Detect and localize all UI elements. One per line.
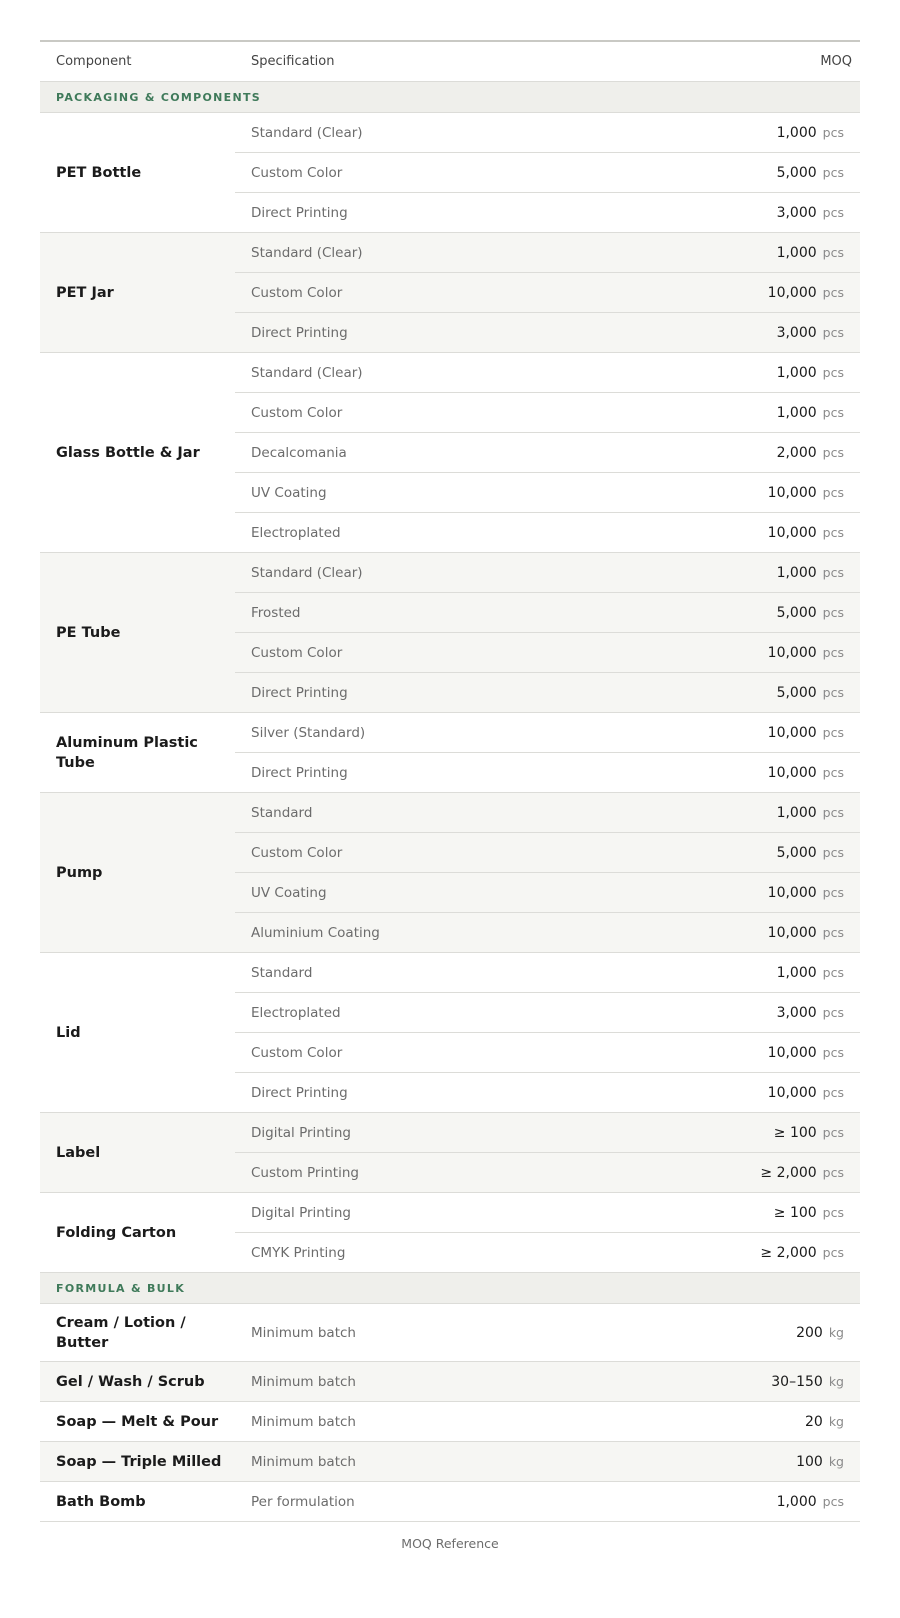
moq-quantity: ≥ 100 (773, 1124, 817, 1141)
moq-cell (635, 873, 860, 913)
moq-quantity: 10,000 (767, 924, 817, 941)
header-moq: MOQ (635, 41, 860, 82)
moq-quantity: 5,000 (776, 604, 817, 621)
moq-cell (635, 593, 860, 633)
moq-cell (635, 633, 860, 673)
moq-unit: pcs (822, 1044, 844, 1060)
moq-quantity: 10,000 (767, 1044, 817, 1061)
specification-cell: Direct Printing (235, 193, 635, 233)
moq-cell (635, 513, 860, 553)
specification-cell: Per formulation (235, 1482, 635, 1522)
moq-unit: pcs (822, 1124, 844, 1140)
moq-unit: pcs (822, 364, 844, 380)
component-name: Folding Carton (40, 1193, 235, 1273)
component-name: Soap — Triple Milled (40, 1442, 235, 1482)
specification-cell: Digital Printing (235, 1193, 635, 1233)
moq-cell (635, 313, 860, 353)
component-group (40, 953, 860, 1113)
table-row (40, 1304, 860, 1362)
table-row (40, 1113, 860, 1153)
moq-cell (635, 193, 860, 233)
moq-table-container (40, 40, 860, 1551)
table-row (40, 713, 860, 753)
specification-cell: Standard (Clear) (235, 353, 635, 393)
moq-unit: pcs (822, 484, 844, 500)
moq-unit: kg (828, 1453, 844, 1469)
moq-quantity: 3,000 (776, 204, 817, 221)
table-row (40, 113, 860, 153)
moq-cell (635, 153, 860, 193)
moq-unit: pcs (822, 924, 844, 940)
component-group (40, 353, 860, 553)
specification-cell: Minimum batch (235, 1362, 635, 1402)
moq-unit: kg (828, 1324, 844, 1340)
component-name: Gel / Wash / Scrub (40, 1362, 235, 1402)
formula-rows (40, 1304, 860, 1522)
moq-quantity: ≥ 2,000 (760, 1164, 817, 1181)
table-row (40, 793, 860, 833)
specification-cell: Custom Color (235, 833, 635, 873)
moq-quantity: 10,000 (767, 764, 817, 781)
moq-unit: pcs (822, 604, 844, 620)
specification-cell: Standard (Clear) (235, 233, 635, 273)
component-name: Glass Bottle & Jar (40, 353, 235, 553)
header-component: Component (40, 41, 235, 82)
specification-cell: Direct Printing (235, 753, 635, 793)
header-specification: Specification (235, 41, 635, 82)
table-row (40, 953, 860, 993)
section-formula (40, 1273, 860, 1304)
section-header-row (40, 1273, 860, 1304)
moq-unit: pcs (822, 644, 844, 660)
moq-table (40, 40, 860, 1522)
moq-quantity: 10,000 (767, 724, 817, 741)
moq-quantity: 1,000 (776, 404, 817, 421)
moq-unit: pcs (822, 564, 844, 580)
table-row (40, 353, 860, 393)
moq-unit: pcs (822, 844, 844, 860)
specification-cell: Electroplated (235, 513, 635, 553)
specification-cell: Custom Printing (235, 1153, 635, 1193)
moq-quantity: 10,000 (767, 644, 817, 661)
component-group (40, 1193, 860, 1273)
moq-unit: pcs (822, 204, 844, 220)
specification-cell: Standard (Clear) (235, 113, 635, 153)
component-name: Label (40, 1113, 235, 1193)
moq-cell (635, 1073, 860, 1113)
moq-unit: pcs (822, 124, 844, 140)
section-title-formula: FORMULA & BULK (40, 1273, 860, 1304)
component-name: Cream / Lotion / Butter (40, 1304, 235, 1362)
specification-cell: Digital Printing (235, 1113, 635, 1153)
moq-quantity: 3,000 (776, 1004, 817, 1021)
moq-cell (635, 1482, 860, 1522)
moq-quantity: 10,000 (767, 284, 817, 301)
component-name: PET Jar (40, 233, 235, 353)
moq-cell (635, 273, 860, 313)
moq-cell (635, 1113, 860, 1153)
component-name: PE Tube (40, 553, 235, 713)
moq-cell (635, 353, 860, 393)
specification-cell: Minimum batch (235, 1304, 635, 1362)
moq-quantity: ≥ 100 (773, 1204, 817, 1221)
moq-unit: pcs (822, 804, 844, 820)
moq-cell (635, 1033, 860, 1073)
specification-cell: Minimum batch (235, 1402, 635, 1442)
moq-unit: pcs (822, 1204, 844, 1220)
specification-cell: Direct Printing (235, 673, 635, 713)
moq-cell (635, 473, 860, 513)
component-name: PET Bottle (40, 113, 235, 233)
moq-unit: pcs (822, 884, 844, 900)
moq-cell (635, 433, 860, 473)
table-row (40, 233, 860, 273)
moq-quantity: 10,000 (767, 884, 817, 901)
specification-cell: Standard (Clear) (235, 553, 635, 593)
moq-unit: pcs (822, 964, 844, 980)
specification-cell: Frosted (235, 593, 635, 633)
moq-cell (635, 393, 860, 433)
table-row (40, 1442, 860, 1482)
specification-cell: Aluminium Coating (235, 913, 635, 953)
moq-quantity: 1,000 (776, 804, 817, 821)
moq-unit: pcs (822, 684, 844, 700)
moq-cell (635, 1233, 860, 1273)
specification-cell: Custom Color (235, 273, 635, 313)
moq-quantity: 2,000 (776, 444, 817, 461)
table-row (40, 1193, 860, 1233)
moq-quantity: 100 (796, 1453, 823, 1470)
moq-quantity: 1,000 (776, 964, 817, 981)
specification-cell: Electroplated (235, 993, 635, 1033)
specification-cell: Custom Color (235, 1033, 635, 1073)
moq-unit: pcs (822, 764, 844, 780)
moq-cell (635, 553, 860, 593)
specification-cell: Custom Color (235, 633, 635, 673)
moq-quantity: 1,000 (776, 364, 817, 381)
component-name: Pump (40, 793, 235, 953)
moq-quantity: 1,000 (776, 244, 817, 261)
specification-cell: CMYK Printing (235, 1233, 635, 1273)
specification-cell: Custom Color (235, 393, 635, 433)
moq-cell (635, 913, 860, 953)
table-row (40, 1402, 860, 1442)
moq-cell (635, 1153, 860, 1193)
component-name: Aluminum Plastic Tube (40, 713, 235, 793)
specification-cell: Direct Printing (235, 1073, 635, 1113)
component-group (40, 793, 860, 953)
moq-unit: pcs (822, 724, 844, 740)
moq-cell (635, 793, 860, 833)
specification-cell: UV Coating (235, 873, 635, 913)
moq-cell (635, 753, 860, 793)
moq-cell (635, 233, 860, 273)
moq-quantity: 1,000 (776, 1493, 817, 1510)
moq-cell (635, 713, 860, 753)
moq-quantity: 3,000 (776, 324, 817, 341)
moq-unit: pcs (822, 1164, 844, 1180)
table-row (40, 1362, 860, 1402)
moq-cell (635, 113, 860, 153)
specification-cell: Custom Color (235, 153, 635, 193)
component-group (40, 1113, 860, 1193)
moq-unit: pcs (822, 1244, 844, 1260)
component-group (40, 713, 860, 793)
moq-quantity: 200 (796, 1324, 823, 1341)
moq-cell (635, 833, 860, 873)
moq-cell (635, 953, 860, 993)
component-name: Soap — Melt & Pour (40, 1402, 235, 1442)
moq-quantity: 1,000 (776, 564, 817, 581)
moq-quantity: 10,000 (767, 524, 817, 541)
specification-cell: Silver (Standard) (235, 713, 635, 753)
moq-quantity: 5,000 (776, 684, 817, 701)
section-title-packaging: PACKAGING & COMPONENTS (40, 82, 860, 113)
moq-unit: pcs (822, 404, 844, 420)
moq-quantity: 10,000 (767, 1084, 817, 1101)
moq-unit: kg (828, 1373, 844, 1389)
moq-quantity: ≥ 2,000 (760, 1244, 817, 1261)
moq-quantity: 20 (804, 1413, 823, 1430)
component-group (40, 113, 860, 233)
specification-cell: Direct Printing (235, 313, 635, 353)
moq-cell (635, 1304, 860, 1362)
component-group (40, 233, 860, 353)
moq-cell (635, 1402, 860, 1442)
table-row (40, 1482, 860, 1522)
moq-unit: pcs (822, 244, 844, 260)
table-caption: MOQ Reference (401, 1536, 499, 1551)
component-group (40, 553, 860, 713)
moq-unit: pcs (822, 324, 844, 340)
specification-cell: Minimum batch (235, 1442, 635, 1482)
moq-cell (635, 993, 860, 1033)
moq-unit: pcs (822, 524, 844, 540)
specification-cell: UV Coating (235, 473, 635, 513)
section-header-row (40, 82, 860, 113)
moq-unit: pcs (822, 1004, 844, 1020)
moq-quantity: 30–150 (771, 1373, 823, 1390)
specification-cell: Standard (235, 793, 635, 833)
moq-cell (635, 673, 860, 713)
moq-unit: pcs (822, 284, 844, 300)
moq-quantity: 1,000 (776, 124, 817, 141)
moq-cell (635, 1362, 860, 1402)
moq-cell (635, 1193, 860, 1233)
moq-quantity: 10,000 (767, 484, 817, 501)
moq-unit: pcs (822, 164, 844, 180)
moq-unit: pcs (822, 1084, 844, 1100)
component-name: Lid (40, 953, 235, 1113)
moq-cell (635, 1442, 860, 1482)
component-name: Bath Bomb (40, 1482, 235, 1522)
table-header-row (40, 41, 860, 82)
table-row (40, 553, 860, 593)
moq-quantity: 5,000 (776, 844, 817, 861)
moq-unit: kg (828, 1413, 844, 1429)
moq-quantity: 5,000 (776, 164, 817, 181)
specification-cell: Decalcomania (235, 433, 635, 473)
specification-cell: Standard (235, 953, 635, 993)
moq-unit: pcs (822, 1493, 844, 1509)
moq-unit: pcs (822, 444, 844, 460)
section-packaging (40, 82, 860, 113)
